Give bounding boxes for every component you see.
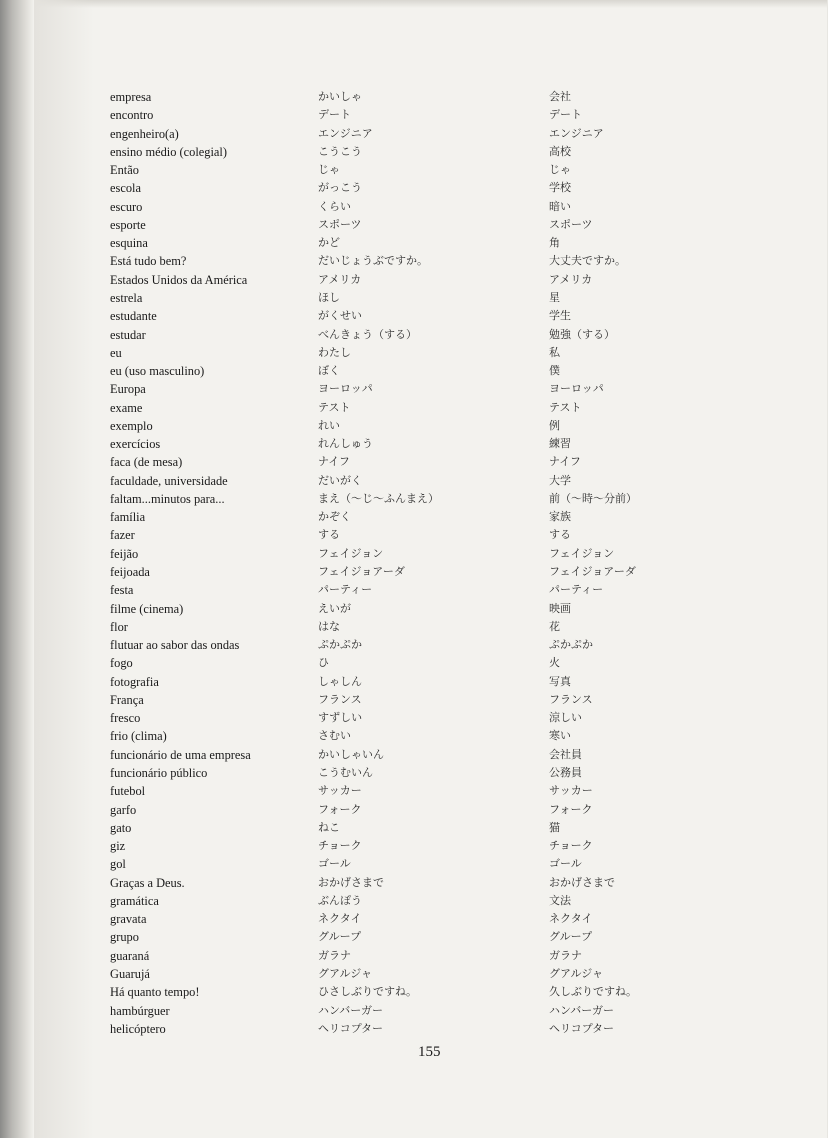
japanese-kana-reading: ねこ [318,820,340,834]
japanese-kanji-writing: ナイフ [549,455,581,469]
vocab-entry-row [0,289,828,307]
japanese-kana-reading: ゴール [318,857,351,871]
vocab-entry-row [0,161,828,179]
japanese-kana-reading: れんしゅう [318,437,373,451]
portuguese-term: funcionário de uma empresa [110,747,251,762]
vocab-entry-row [0,581,828,599]
japanese-kana-reading: グループ [318,930,362,944]
japanese-kana-reading: えいが [318,601,351,615]
japanese-kana-reading: エンジニア [318,126,373,140]
vocab-entry-row [0,965,828,983]
portuguese-term: exame [110,400,143,415]
portuguese-term: exercícios [110,437,161,452]
japanese-kanji-writing: 会社 [549,90,571,103]
japanese-kanji-writing: 私 [549,345,560,359]
japanese-kana-reading: かいしゃいん [318,747,384,761]
japanese-kanji-writing: アメリカ [549,272,593,286]
japanese-kana-reading: アメリカ [318,272,362,286]
portuguese-term: família [110,510,146,525]
vocab-entry-row [0,216,828,234]
portuguese-term: exemplo [110,418,153,433]
japanese-kanji-writing: ハンバーガー [549,1003,615,1017]
vocab-entry-row [0,234,828,252]
japanese-kana-reading: がくせい [318,309,362,323]
japanese-kanji-writing: 会社員 [549,747,582,761]
portuguese-term: giz [110,839,126,854]
portuguese-term: flutuar ao sabor das ondas [110,638,240,653]
vocab-entry-row [0,600,828,618]
vocab-entry-row [0,709,828,727]
vocab-entry-row [0,508,828,526]
vocab-entry-row [0,326,828,344]
japanese-kanji-writing: スポーツ [549,217,593,231]
portuguese-term: garfo [110,802,137,817]
japanese-kanji-writing: フォーク [549,802,593,816]
vocab-entry-row [0,983,828,1001]
japanese-kana-reading: グアルジャ [318,966,373,980]
portuguese-term: escuro [110,199,143,214]
portuguese-term: fogo [110,656,133,671]
japanese-kana-reading: ナイフ [318,455,350,469]
japanese-kana-reading: わたし [318,345,351,359]
japanese-kana-reading: ひさしぶりですね。 [318,985,417,999]
japanese-kanji-writing: 公務員 [549,765,582,779]
japanese-kana-reading: はな [318,619,340,633]
portuguese-term: eu [110,345,122,360]
japanese-kanji-writing: する [549,528,571,542]
portuguese-term: Há quanto tempo! [110,985,200,1000]
japanese-kana-reading: まえ（～じ～ふんまえ） [318,491,439,505]
vocab-entry-row [0,928,828,946]
japanese-kanji-writing: 例 [549,418,560,432]
vocab-entry-row [0,399,828,417]
vocab-entry-row [0,344,828,362]
japanese-kana-reading: くらい [318,199,351,213]
vocab-entry-row [0,764,828,782]
vocab-entry-row [0,179,828,197]
japanese-kanji-writing: パーティー [549,583,604,597]
japanese-kanji-writing: 学生 [549,309,571,323]
japanese-kanji-writing: 大学 [549,473,571,487]
portuguese-term: França [110,692,144,707]
vocab-entry-row [0,453,828,471]
portuguese-term: estudar [110,327,146,342]
japanese-kanji-writing: 星 [549,290,560,304]
japanese-kana-reading: サッカー [318,784,362,798]
japanese-kana-reading: かぞく [318,510,351,524]
japanese-kana-reading: パーティー [318,583,373,597]
vocab-entry-row [0,563,828,581]
portuguese-term: estrela [110,290,143,305]
japanese-kana-reading: がっこう [318,181,362,195]
portuguese-term: hambúrguer [110,1003,170,1018]
japanese-kanji-writing: 角 [549,236,560,250]
page-number: 155 [418,1044,441,1060]
japanese-kanji-writing: 練習 [549,437,571,451]
japanese-kanji-writing: フランス [549,692,593,706]
portuguese-term: gravata [110,912,147,927]
japanese-kanji-writing: 映画 [549,601,571,615]
japanese-kana-reading: デート [318,108,351,122]
vocab-entry-row [0,654,828,672]
japanese-kanji-writing: 火 [549,656,560,670]
vocab-entry-row [0,307,828,325]
vocab-entry-row [0,106,828,124]
japanese-kanji-writing: 涼しい [549,711,582,725]
japanese-kana-reading: ぷかぷか [318,638,362,652]
japanese-kanji-writing: 猫 [549,820,560,834]
japanese-kanji-writing: テスト [549,400,582,414]
vocab-entry-row [0,855,828,873]
vocab-entry-row [0,636,828,654]
japanese-kana-reading: だいじょうぶですか。 [318,254,428,268]
vocab-entry-row [0,271,828,289]
vocab-entry-row [0,143,828,161]
japanese-kana-reading: ぶんぽう [318,893,362,907]
japanese-kana-reading: だいがく [318,473,362,487]
japanese-kana-reading: ぼく [318,364,340,378]
japanese-kanji-writing: グループ [549,930,593,944]
japanese-kanji-writing: ネクタイ [549,912,593,926]
japanese-kanji-writing: 前（～時～分前） [549,491,637,505]
japanese-kanji-writing: 花 [549,619,560,633]
japanese-kanji-writing: チョーク [549,839,593,853]
japanese-kana-reading: ネクタイ [318,912,362,926]
vocab-entry-row [0,837,828,855]
vocab-entry-row [0,526,828,544]
portuguese-term: funcionário público [110,765,208,780]
portuguese-term: frio (clima) [110,729,167,744]
portuguese-term: Guarujá [110,966,150,981]
portuguese-term: gato [110,820,132,835]
japanese-kana-reading: こうこう [318,144,362,158]
vocab-entry-row [0,691,828,709]
japanese-kana-reading: フォーク [318,802,362,816]
portuguese-term: helicóptero [110,1021,166,1036]
japanese-kanji-writing: 写真 [549,674,571,688]
portuguese-term: feijoada [110,565,150,580]
japanese-kanji-writing: デート [549,108,582,122]
portuguese-term: fresco [110,711,141,726]
japanese-kana-reading: チョーク [318,839,362,853]
japanese-kana-reading: れい [318,418,340,432]
japanese-kanji-writing: 勉強（する） [549,327,615,341]
vocab-entry-row [0,545,828,563]
japanese-kana-reading: ハンバーガー [318,1003,384,1017]
japanese-kanji-writing: エンジニア [549,126,604,140]
japanese-kana-reading: フェイジョン [318,546,384,560]
japanese-kana-reading: さむい [318,729,351,743]
portuguese-term: fazer [110,528,135,543]
portuguese-term: faltam...minutos para... [110,491,225,506]
japanese-kanji-writing: 家族 [549,510,571,524]
japanese-kanji-writing: サッカー [549,784,593,798]
japanese-kana-reading: しゃしん [318,674,362,688]
vocab-entry-row [0,727,828,745]
portuguese-term: encontro [110,108,154,123]
japanese-kanji-writing: フェイジョアーダ [549,565,636,579]
vocab-entry-row [0,362,828,380]
japanese-kana-reading: テスト [318,400,351,414]
portuguese-term: empresa [110,90,152,104]
vocab-entry-row [0,472,828,490]
vocab-entry-row [0,380,828,398]
portuguese-term: gol [110,857,126,872]
japanese-kana-reading: かど [318,236,340,250]
japanese-kanji-writing: おかげさまで [549,875,615,889]
japanese-kana-reading: こうむいん [318,765,373,779]
portuguese-term: faca (de mesa) [110,455,183,470]
portuguese-term: gramática [110,893,159,908]
portuguese-term: Graças a Deus. [110,875,185,890]
vocab-entry-row [0,435,828,453]
vocab-entry-row [0,490,828,508]
vocab-entry-row [0,819,828,837]
vocab-entry-row [0,746,828,764]
japanese-kanji-writing: フェイジョン [549,546,615,560]
portuguese-term: escola [110,181,141,196]
portuguese-term: eu (uso masculino) [110,364,205,379]
japanese-kana-reading: べんきょう（する） [318,327,417,341]
vocab-entry-row [0,874,828,892]
vocab-entry-row [0,125,828,143]
vocab-entry-row [0,1002,828,1020]
vocab-entry-row [0,88,828,106]
portuguese-term: engenheiro(a) [110,126,179,141]
portuguese-term: Estados Unidos da América [110,272,248,287]
portuguese-term: filme (cinema) [110,601,184,616]
vocab-entry-row [0,801,828,819]
japanese-kanji-writing: 文法 [549,893,571,907]
japanese-kana-reading: する [318,528,340,542]
vocab-entry-row [0,947,828,965]
japanese-kana-reading: フランス [318,692,362,706]
japanese-kanji-writing: ゴール [549,857,582,871]
japanese-kanji-writing: 僕 [549,364,560,378]
portuguese-term: Europa [110,382,146,397]
vocab-entry-row [0,673,828,691]
portuguese-term: Então [110,163,139,178]
japanese-kanji-writing: 久しぶりですね。 [549,985,637,999]
vocab-entry-row [0,198,828,216]
portuguese-term: fotografia [110,674,159,689]
page-top-shadow [34,0,828,8]
japanese-kana-reading: ガラナ [318,948,351,962]
japanese-kanji-writing: 暗い [549,199,571,213]
portuguese-term: grupo [110,930,139,945]
japanese-kanji-writing: 高校 [549,144,571,158]
portuguese-term: festa [110,583,134,598]
portuguese-term: feijão [110,546,139,561]
vocab-entry-row [0,252,828,270]
vocab-entry-row [0,417,828,435]
portuguese-term: faculdade, universidade [110,473,228,488]
japanese-kanji-writing: 学校 [549,181,571,195]
portuguese-term: esporte [110,217,146,232]
portuguese-term: flor [110,619,128,634]
vocab-entry-row [0,1020,828,1038]
japanese-kanji-writing: じゃ [549,163,571,177]
vocab-entry-row [0,618,828,636]
japanese-kana-reading: ほし [318,290,340,304]
vocab-entry-row [0,782,828,800]
japanese-kana-reading: おかげさまで [318,875,384,889]
japanese-kana-reading: スポーツ [318,217,362,231]
japanese-kanji-writing: ぷかぷか [549,638,593,652]
japanese-kana-reading: じゃ [318,163,340,177]
portuguese-term: Está tudo bem? [110,254,187,269]
japanese-kana-reading: すずしい [318,711,363,725]
japanese-kanji-writing: グアルジャ [549,966,604,980]
japanese-kana-reading: ヘリコプター [318,1021,384,1035]
japanese-kana-reading: かいしゃ [318,90,362,103]
portuguese-term: ensino médio (colegial) [110,144,227,159]
japanese-kana-reading: ひ [318,656,329,670]
portuguese-term: guaraná [110,948,150,963]
japanese-kanji-writing: ガラナ [549,948,582,962]
vocab-entry-row [0,910,828,928]
japanese-kana-reading: フェイジョアーダ [318,565,405,579]
japanese-kana-reading: ヨーロッパ [318,382,373,396]
portuguese-term: esquina [110,236,148,251]
japanese-kanji-writing: ヘリコプター [549,1021,615,1035]
japanese-kanji-writing: ヨーロッパ [549,382,604,396]
portuguese-term: estudante [110,309,157,324]
portuguese-term: futebol [110,784,146,799]
japanese-kanji-writing: 大丈夫ですか。 [549,254,626,268]
vocab-entry-row [0,892,828,910]
japanese-kanji-writing: 寒い [549,729,571,743]
